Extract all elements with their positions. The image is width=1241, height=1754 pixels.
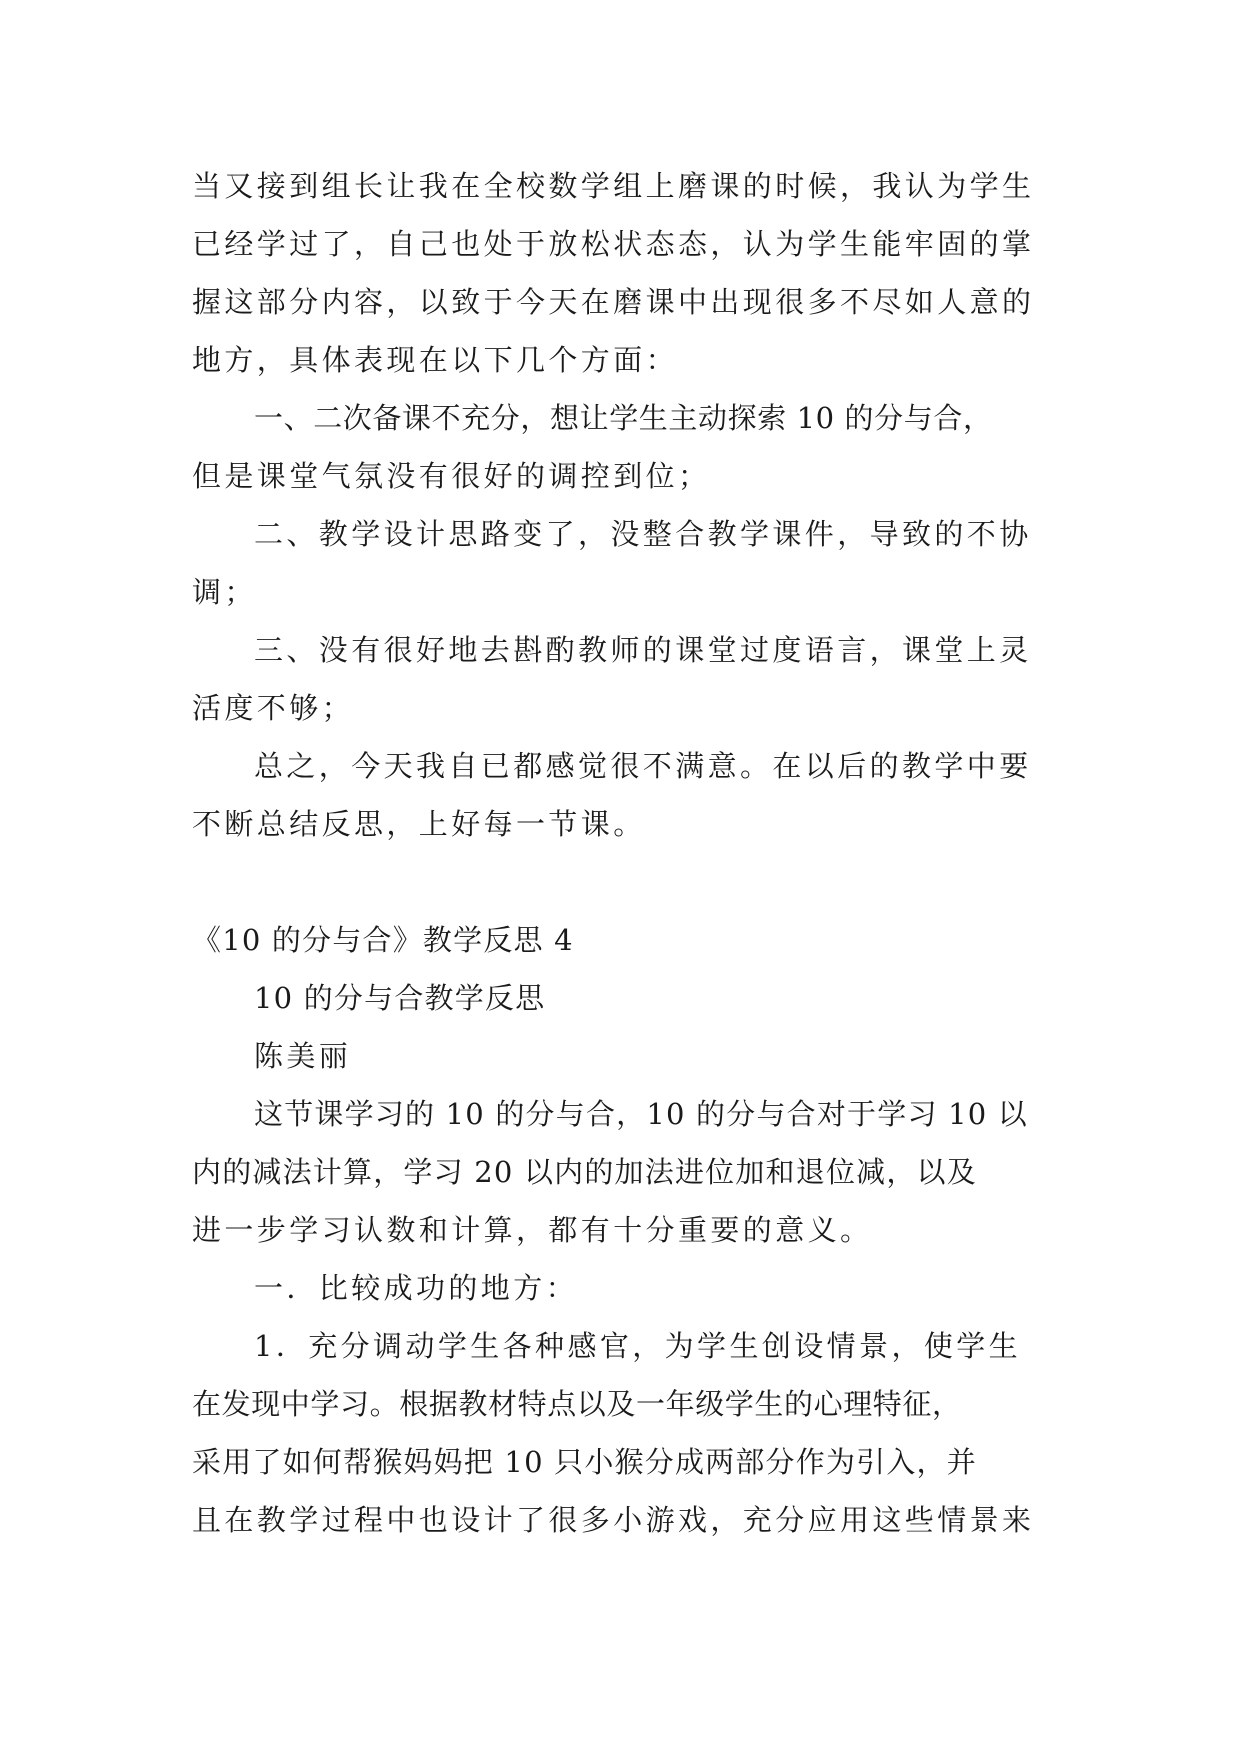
point-2-line-1: 二、教学设计思路变了，没整合教学课件，导致的不协 bbox=[254, 517, 1032, 551]
author-name: 陈美丽 bbox=[254, 1039, 352, 1073]
sub-heading: 一．比较成功的地方： bbox=[254, 1271, 579, 1305]
point-3-line-1: 三、没有很好地去斟酌教师的课堂过度语言，课堂上灵 bbox=[254, 633, 1032, 667]
item-1-line-3: 采用了如何帮猴妈妈把 10 只小猴分成两部分作为引入，并 bbox=[192, 1445, 977, 1479]
summary-line-1: 总之，今天我自已都感觉很不满意。在以后的教学中要 bbox=[254, 749, 1032, 783]
section-subtitle: 10 的分与合教学反思 bbox=[254, 981, 546, 1015]
point-3-line-2: 活度不够； bbox=[192, 691, 355, 725]
intro-line-4: 地方，具体表现在以下几个方面： bbox=[192, 343, 679, 377]
intro-line-2: 已经学过了，自己也处于放松状态态，认为学生能牢固的掌 bbox=[192, 227, 1035, 261]
point-2-line-2: 调； bbox=[192, 575, 257, 609]
item-1-line-4: 且在教学过程中也设计了很多小游戏，充分应用这些情景来 bbox=[192, 1503, 1035, 1537]
intro-line-3: 握这部分内容，以致于今天在磨课中出现很多不尽如人意的 bbox=[192, 285, 1035, 319]
item-1-line-1: 1．充分调动学生各种感官，为学生创设情景，使学生 bbox=[254, 1329, 1022, 1363]
item-1-line-2: 在发现中学习。根据教材特点以及一年级学生的心理特征， bbox=[192, 1387, 962, 1421]
para-1-line-1: 这节课学习的 10 的分与合，10 的分与合对于学习 10 以 bbox=[254, 1097, 1028, 1131]
para-1-line-2: 内的减法计算，学习 20 以内的加法进位加和退位减，以及 bbox=[192, 1155, 977, 1189]
para-1-line-3: 进一步学习认数和计算，都有十分重要的意义。 bbox=[192, 1213, 873, 1247]
point-1-line-2: 但是课堂气氛没有很好的调控到位； bbox=[192, 459, 711, 493]
point-1-line-1: 一、二次备课不充分，想让学生主动探索 10 的分与合， bbox=[254, 401, 993, 435]
intro-line-1: 当又接到组长让我在全校数学组上磨课的时候，我认为学生 bbox=[192, 169, 1035, 203]
section-heading: 《10 的分与合》教学反思 4 bbox=[192, 923, 574, 957]
summary-line-2: 不断总结反思，上好每一节课。 bbox=[192, 807, 646, 841]
